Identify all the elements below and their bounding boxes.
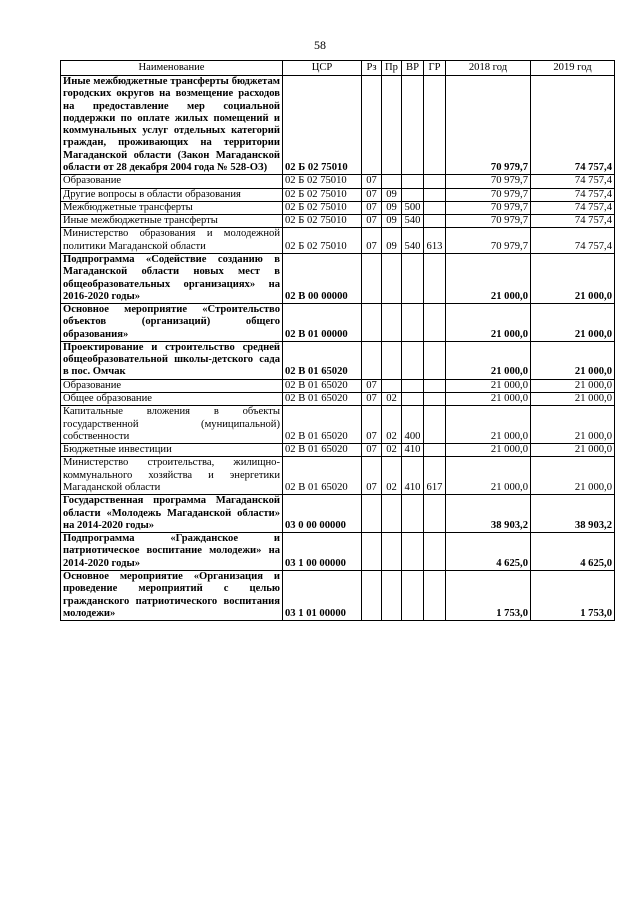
cell-name: Межбюджетные трансферты <box>61 201 283 214</box>
cell-vr: 540 <box>402 215 424 228</box>
header-rz: Рз <box>362 61 382 76</box>
table-row <box>61 393 615 406</box>
cell-name: Министерство образования и молодежной политики Магаданской области <box>61 228 283 254</box>
header-gr: ГР <box>424 61 446 76</box>
cell-pr <box>382 495 402 533</box>
cell-csr: 03 1 00 00000 <box>283 533 362 571</box>
cell-name: Капитальные вложения в объекты государственной (муниципальной) собственности <box>61 406 283 444</box>
cell-csr: 02 В 01 00000 <box>283 304 362 342</box>
cell-vr <box>402 76 424 175</box>
cell-name: Основное мероприятие «Организация и проведение мероприятий с целью гражданского патриотического воспитания молодежи» <box>61 570 283 620</box>
cell-pr: 09 <box>382 188 402 201</box>
cell-2018: 4 625,0 <box>446 533 531 571</box>
table-row <box>61 253 615 303</box>
cell-2019: 1 753,0 <box>531 570 615 620</box>
table-row <box>61 76 615 175</box>
cell-rz: 07 <box>362 406 382 444</box>
header-name: Наименование <box>61 61 283 76</box>
cell-2019: 21 000,0 <box>531 379 615 392</box>
cell-vr <box>402 393 424 406</box>
cell-csr: 02 В 00 00000 <box>283 253 362 303</box>
cell-2018: 21 000,0 <box>446 253 531 303</box>
cell-2018: 21 000,0 <box>446 341 531 379</box>
table-row <box>61 457 615 495</box>
cell-name: Основное мероприятие «Строительство объектов (организаций) общего образования» <box>61 304 283 342</box>
cell-2018: 70 979,7 <box>446 228 531 254</box>
cell-gr <box>424 570 446 620</box>
table-row <box>61 495 615 533</box>
cell-2018: 21 000,0 <box>446 406 531 444</box>
budget-table <box>60 60 615 621</box>
cell-csr: 03 0 00 00000 <box>283 495 362 533</box>
cell-vr <box>402 304 424 342</box>
cell-pr <box>382 76 402 175</box>
table-row <box>61 304 615 342</box>
cell-vr <box>402 341 424 379</box>
header-pr: Пр <box>382 61 402 76</box>
cell-2019: 74 757,4 <box>531 215 615 228</box>
cell-2018: 38 903,2 <box>446 495 531 533</box>
cell-pr <box>382 175 402 188</box>
header-vr: ВР <box>402 61 424 76</box>
cell-pr <box>382 341 402 379</box>
cell-2018: 1 753,0 <box>446 570 531 620</box>
cell-rz: 07 <box>362 379 382 392</box>
cell-rz <box>362 570 382 620</box>
cell-vr <box>402 570 424 620</box>
cell-2018: 21 000,0 <box>446 379 531 392</box>
cell-2019: 21 000,0 <box>531 253 615 303</box>
cell-csr: 02 В 01 65020 <box>283 379 362 392</box>
cell-csr: 02 В 01 65020 <box>283 444 362 457</box>
cell-2019: 4 625,0 <box>531 533 615 571</box>
cell-csr: 02 В 01 65020 <box>283 457 362 495</box>
cell-pr: 02 <box>382 393 402 406</box>
cell-2018: 21 000,0 <box>446 304 531 342</box>
cell-gr <box>424 76 446 175</box>
table-row <box>61 228 615 254</box>
cell-csr: 02 В 01 65020 <box>283 341 362 379</box>
cell-2018: 21 000,0 <box>446 393 531 406</box>
cell-vr: 400 <box>402 406 424 444</box>
cell-rz: 07 <box>362 457 382 495</box>
cell-rz: 07 <box>362 228 382 254</box>
cell-rz: 07 <box>362 201 382 214</box>
cell-name: Министерство строительства, жилищно-коммунального хозяйства и энергетики Магаданской области <box>61 457 283 495</box>
cell-2019: 74 757,4 <box>531 201 615 214</box>
cell-2019: 21 000,0 <box>531 457 615 495</box>
cell-2018: 21 000,0 <box>446 444 531 457</box>
cell-gr <box>424 201 446 214</box>
cell-gr <box>424 495 446 533</box>
cell-name: Подпрограмма «Гражданское и патриотическое воспитание молодежи» на 2014-2020 годы» <box>61 533 283 571</box>
cell-csr: 03 1 01 00000 <box>283 570 362 620</box>
cell-name: Общее образование <box>61 393 283 406</box>
cell-2019: 74 757,4 <box>531 228 615 254</box>
cell-name: Государственная программа Магаданской области «Молодежь Магаданской области» на 2014-2020 годы» <box>61 495 283 533</box>
cell-name: Образование <box>61 379 283 392</box>
cell-csr: 02 Б 02 75010 <box>283 228 362 254</box>
cell-pr <box>382 304 402 342</box>
cell-vr <box>402 533 424 571</box>
header-2018: 2018 год <box>446 61 531 76</box>
cell-gr: 613 <box>424 228 446 254</box>
cell-2019: 21 000,0 <box>531 393 615 406</box>
cell-rz <box>362 76 382 175</box>
cell-pr <box>382 379 402 392</box>
cell-gr: 617 <box>424 457 446 495</box>
cell-pr <box>382 570 402 620</box>
table-row <box>61 188 615 201</box>
cell-pr: 02 <box>382 444 402 457</box>
table-row <box>61 570 615 620</box>
cell-pr: 09 <box>382 201 402 214</box>
cell-2019: 74 757,4 <box>531 188 615 201</box>
cell-name: Бюджетные инвестиции <box>61 444 283 457</box>
cell-2019: 21 000,0 <box>531 341 615 379</box>
cell-vr <box>402 175 424 188</box>
cell-2019: 21 000,0 <box>531 444 615 457</box>
page-number: 58 <box>314 38 326 52</box>
cell-csr: 02 Б 02 75010 <box>283 76 362 175</box>
header-2019: 2019 год <box>531 61 615 76</box>
table-row <box>61 379 615 392</box>
cell-vr <box>402 253 424 303</box>
cell-rz <box>362 341 382 379</box>
cell-name: Подпрограмма «Содействие созданию в Магаданской области новых мест в общеобразовательных организациях» на 2016-2020 годы» <box>61 253 283 303</box>
cell-rz: 07 <box>362 444 382 457</box>
cell-gr <box>424 406 446 444</box>
cell-gr <box>424 379 446 392</box>
cell-vr: 540 <box>402 228 424 254</box>
table-header-row <box>61 61 615 76</box>
cell-2019: 21 000,0 <box>531 406 615 444</box>
cell-csr: 02 Б 02 75010 <box>283 188 362 201</box>
cell-2019: 74 757,4 <box>531 175 615 188</box>
table-row <box>61 341 615 379</box>
cell-gr <box>424 175 446 188</box>
cell-2019: 38 903,2 <box>531 495 615 533</box>
cell-gr <box>424 304 446 342</box>
cell-rz: 07 <box>362 393 382 406</box>
cell-2018: 70 979,7 <box>446 201 531 214</box>
cell-2018: 70 979,7 <box>446 175 531 188</box>
cell-2019: 74 757,4 <box>531 76 615 175</box>
cell-pr: 02 <box>382 457 402 495</box>
cell-csr: 02 В 01 65020 <box>283 406 362 444</box>
header-csr: ЦСР <box>283 61 362 76</box>
cell-pr: 09 <box>382 228 402 254</box>
cell-2018: 70 979,7 <box>446 215 531 228</box>
cell-rz: 07 <box>362 175 382 188</box>
cell-rz <box>362 495 382 533</box>
cell-rz: 07 <box>362 215 382 228</box>
cell-vr <box>402 379 424 392</box>
cell-2018: 70 979,7 <box>446 188 531 201</box>
cell-csr: 02 Б 02 75010 <box>283 175 362 188</box>
cell-gr <box>424 393 446 406</box>
cell-rz <box>362 253 382 303</box>
cell-gr <box>424 533 446 571</box>
cell-gr <box>424 341 446 379</box>
cell-csr: 02 В 01 65020 <box>283 393 362 406</box>
cell-name: Иные межбюджетные трансферты <box>61 215 283 228</box>
cell-2018: 21 000,0 <box>446 457 531 495</box>
cell-pr <box>382 533 402 571</box>
cell-pr: 02 <box>382 406 402 444</box>
cell-name: Иные межбюджетные трансферты бюджетам городских округов на возмещение расходов на предоставление мер социальной поддержки по оплате жилых помещений и коммунальных услуг отдельных категорий граждан, проживающих на территории Магаданской области (Закон Магаданской области от 28 декабря 2004 года № 528-ОЗ) <box>61 76 283 175</box>
cell-2018: 70 979,7 <box>446 76 531 175</box>
table-row <box>61 175 615 188</box>
cell-vr <box>402 188 424 201</box>
cell-name: Проектирование и строительство средней общеобразовательной школы-детского сада в пос. Омчак <box>61 341 283 379</box>
cell-rz <box>362 533 382 571</box>
cell-name: Другие вопросы в области образования <box>61 188 283 201</box>
cell-pr: 09 <box>382 215 402 228</box>
cell-csr: 02 Б 02 75010 <box>283 215 362 228</box>
cell-csr: 02 Б 02 75010 <box>283 201 362 214</box>
table-row <box>61 533 615 571</box>
cell-gr <box>424 444 446 457</box>
cell-2019: 21 000,0 <box>531 304 615 342</box>
cell-vr <box>402 495 424 533</box>
table-row <box>61 201 615 214</box>
cell-gr <box>424 253 446 303</box>
cell-gr <box>424 215 446 228</box>
cell-rz: 07 <box>362 188 382 201</box>
cell-vr: 500 <box>402 201 424 214</box>
cell-vr: 410 <box>402 444 424 457</box>
cell-rz <box>362 304 382 342</box>
cell-pr <box>382 253 402 303</box>
table-row <box>61 444 615 457</box>
table-row <box>61 406 615 444</box>
cell-vr: 410 <box>402 457 424 495</box>
cell-name: Образование <box>61 175 283 188</box>
cell-gr <box>424 188 446 201</box>
table-row <box>61 215 615 228</box>
